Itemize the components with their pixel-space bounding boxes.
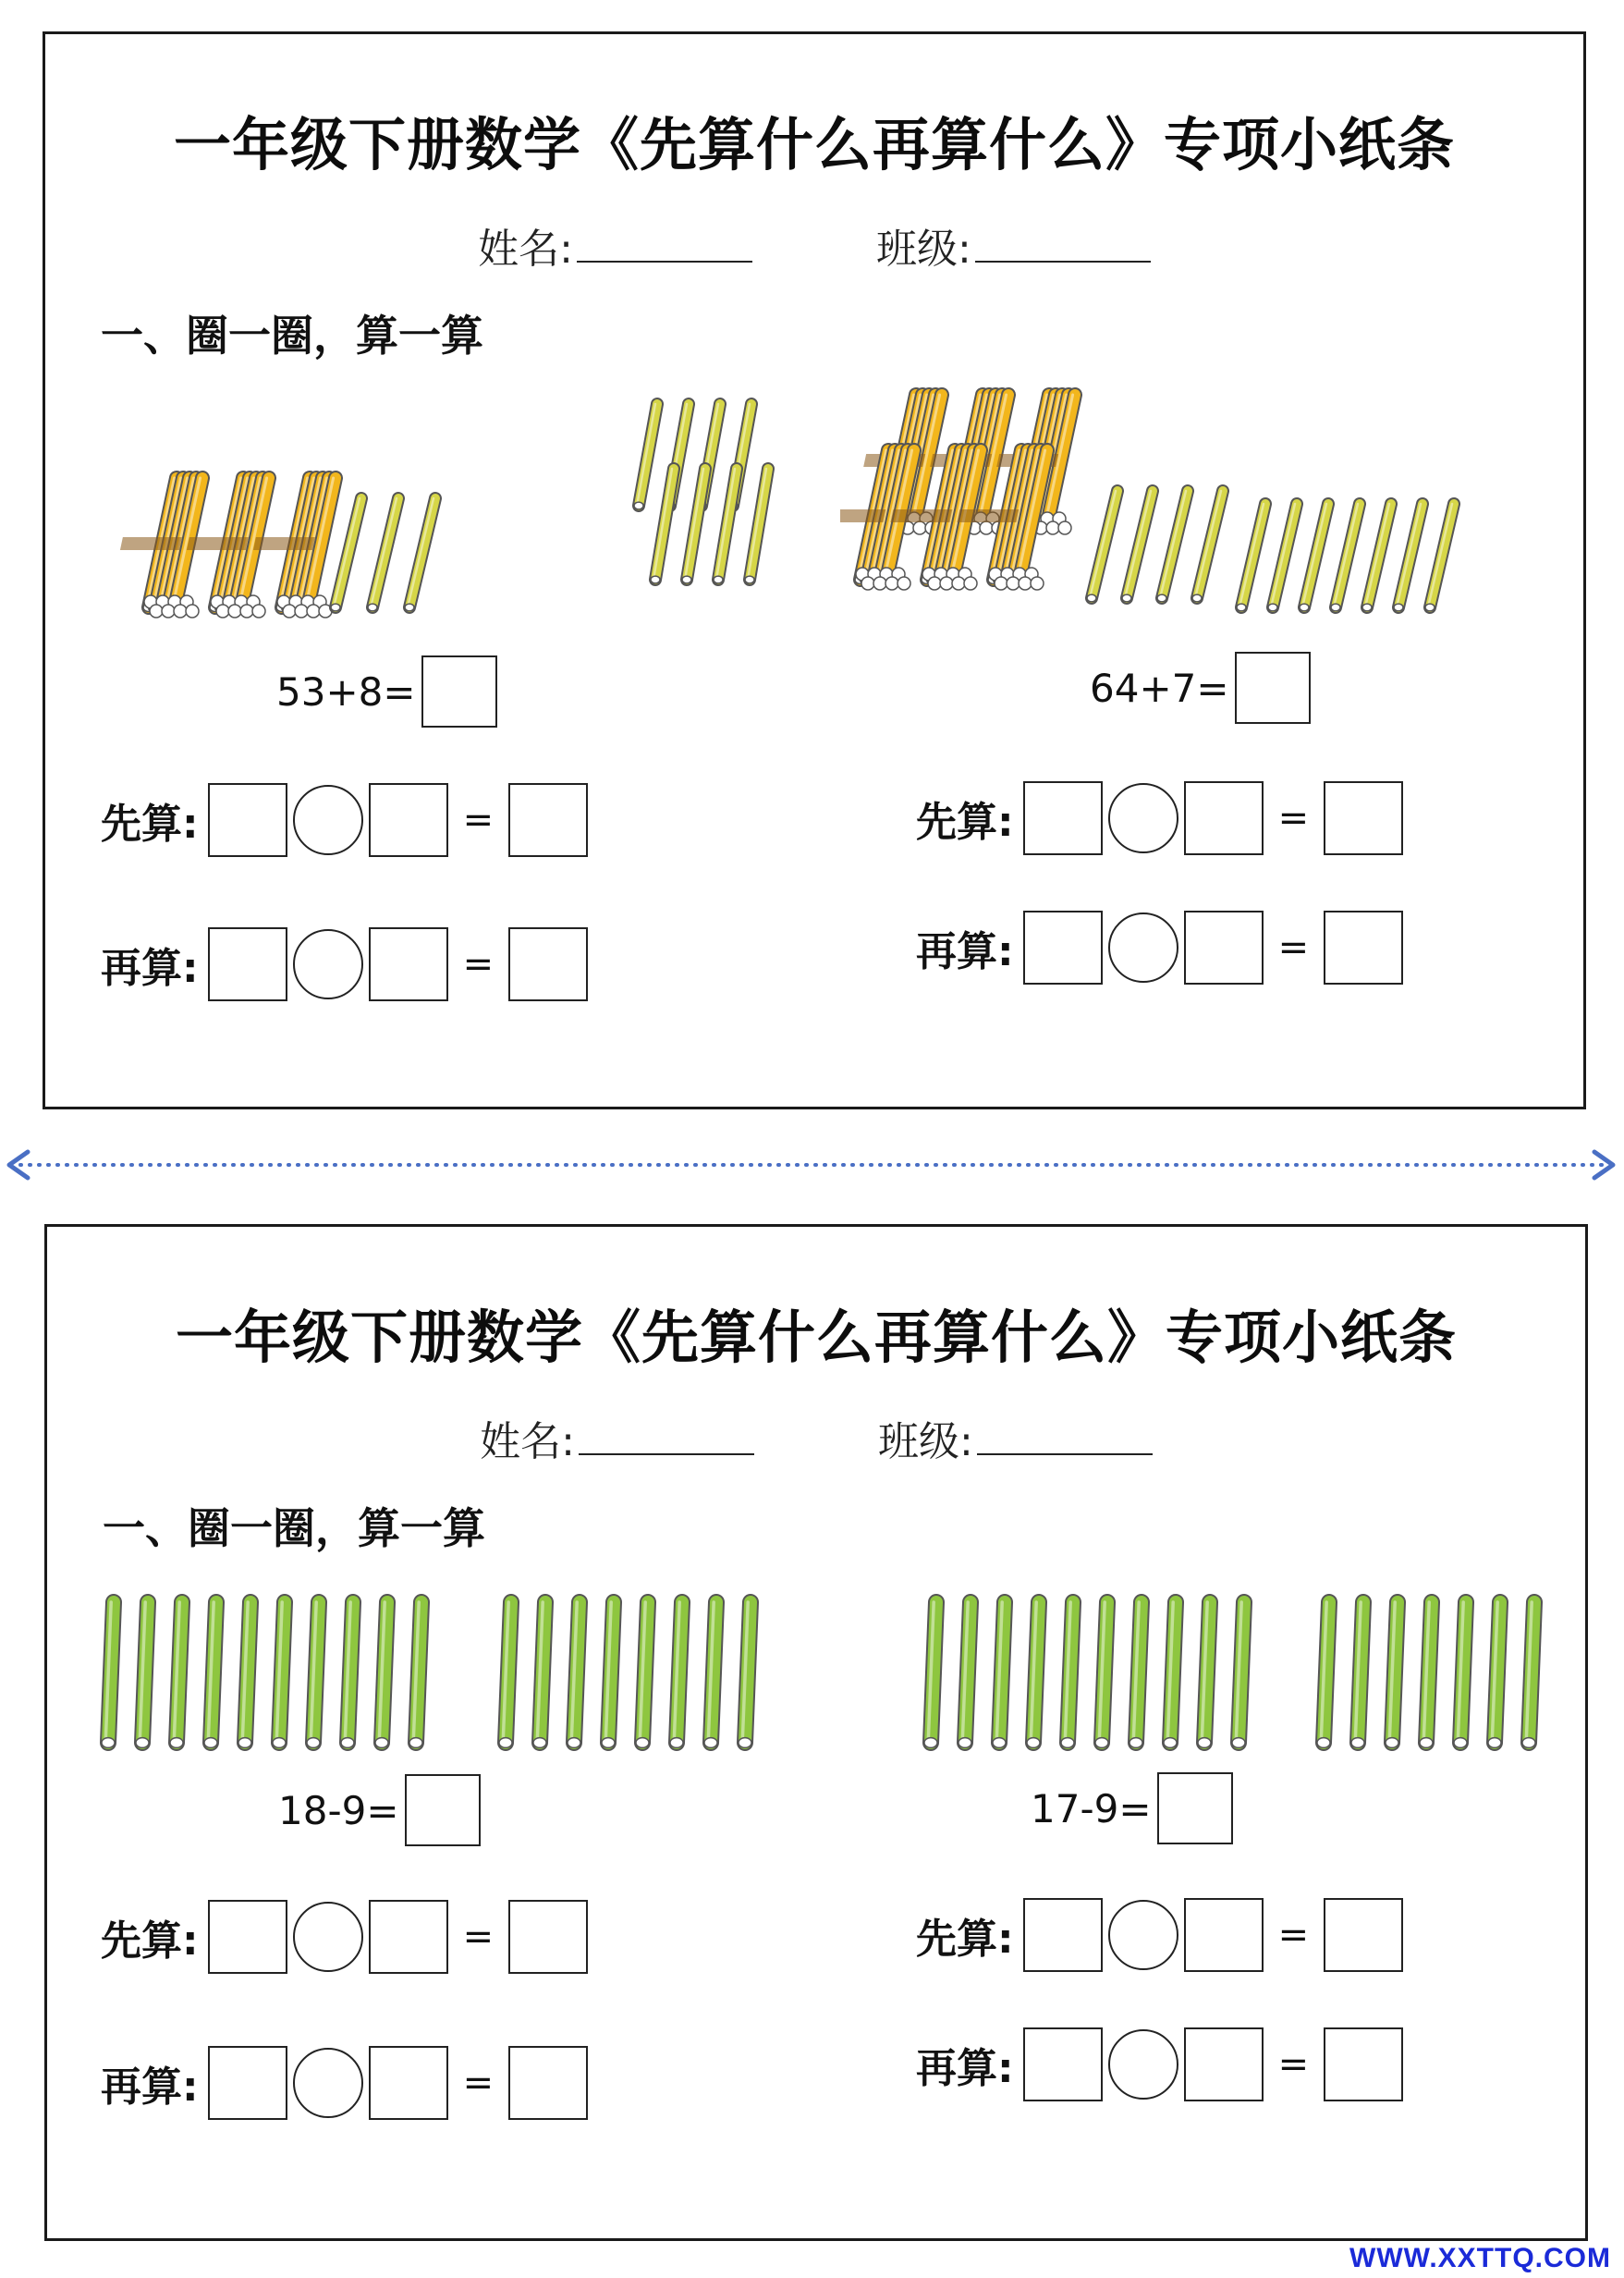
problem-1-then-step	[101, 2046, 588, 2120]
equals-sign: =	[462, 1916, 495, 1958]
loose-stick	[1331, 504, 1360, 611]
operator-circle[interactable]	[1108, 912, 1178, 983]
worksheet-top	[43, 31, 1586, 1109]
equals-sign: =	[462, 2062, 495, 2104]
problem-2-first-step	[916, 781, 1403, 855]
section-heading: 一、圈一圈，算一算	[101, 311, 483, 361]
sticks-figure-8	[491, 1587, 768, 1754]
site-watermark: WWW.XXTTQ.COM	[1349, 2243, 1611, 2273]
operand-box[interactable]	[208, 927, 287, 1001]
loose-stick	[170, 1602, 183, 1747]
result-box[interactable]	[508, 1900, 588, 1974]
loose-stick	[651, 469, 674, 583]
loose-stick	[1237, 504, 1265, 611]
operand-box[interactable]	[1023, 2027, 1103, 2101]
operand-box[interactable]	[208, 783, 287, 857]
operand-box[interactable]	[208, 1900, 287, 1974]
worksheet-title: 一年级下册数学《先算什么再算什么》专项小纸条	[175, 1304, 1457, 1371]
then-step-label: 再算:	[101, 945, 199, 992]
result-box[interactable]	[1324, 911, 1403, 985]
loose-stick	[959, 1602, 971, 1747]
loose-stick	[1027, 1602, 1040, 1747]
name-field[interactable]	[577, 220, 752, 263]
equals-sign: =	[1277, 797, 1310, 839]
loose-stick	[1522, 1602, 1535, 1747]
problem-1-first-step	[101, 783, 588, 857]
operand-box[interactable]	[1184, 911, 1264, 985]
loose-stick	[341, 1602, 354, 1747]
operand-box[interactable]	[1023, 911, 1103, 985]
operand-box[interactable]	[1023, 1898, 1103, 1972]
loose-stick	[331, 498, 361, 611]
loose-stick	[533, 1602, 546, 1747]
operator-circle[interactable]	[293, 785, 363, 855]
operand-box[interactable]	[369, 927, 448, 1001]
class-field[interactable]	[975, 220, 1151, 263]
loose-stick	[704, 1602, 717, 1747]
equals-sign: =	[462, 943, 495, 986]
loose-stick	[409, 1602, 422, 1747]
problem-1-then-step	[101, 927, 588, 1001]
loose-stick	[204, 1602, 217, 1747]
class-label: 班级:	[878, 1418, 973, 1465]
loose-stick	[924, 1602, 937, 1747]
first-step-label: 先算:	[101, 801, 199, 848]
equals-sign: =	[462, 799, 495, 841]
loose-stick	[1192, 491, 1223, 602]
first-step-label: 先算:	[916, 1916, 1014, 1963]
loose-stick	[1454, 1602, 1467, 1747]
loose-stick	[307, 1602, 320, 1747]
problem-1-first-step	[101, 1900, 588, 1974]
result-box[interactable]	[1324, 781, 1403, 855]
expression-text: 18-9=	[278, 1787, 399, 1833]
operator-circle[interactable]	[293, 1902, 363, 1972]
operator-circle[interactable]	[1108, 2029, 1178, 2100]
sticks-figure-8	[618, 386, 803, 607]
expression-text: 53+8=	[276, 668, 416, 715]
operator-circle[interactable]	[1108, 783, 1178, 853]
name-class-row	[47, 1408, 1585, 1467]
loose-stick	[602, 1602, 615, 1747]
result-box[interactable]	[1324, 2027, 1403, 2101]
loose-stick	[1232, 1602, 1245, 1747]
problem-2-expression	[1090, 652, 1311, 724]
name-field[interactable]	[579, 1413, 754, 1455]
loose-stick	[745, 469, 768, 583]
loose-stick	[1061, 1602, 1074, 1747]
expression-text: 17-9=	[1031, 1785, 1152, 1831]
loose-stick	[1087, 491, 1117, 602]
sticks-figure-53	[119, 441, 526, 626]
answer-box[interactable]	[421, 655, 497, 728]
loose-stick	[739, 1602, 751, 1747]
name-label: 姓名:	[478, 226, 573, 273]
operator-circle[interactable]	[293, 929, 363, 999]
sticks-figure-10	[916, 1587, 1267, 1754]
operand-box[interactable]	[1023, 781, 1103, 855]
loose-stick	[1394, 504, 1423, 611]
equals-sign: =	[1277, 2043, 1310, 2086]
loose-stick	[682, 469, 705, 583]
sticks-figure-7	[1309, 1587, 1568, 1754]
loose-stick	[405, 498, 435, 611]
operand-box[interactable]	[1184, 2027, 1264, 2101]
cut-line-divider	[0, 1143, 1624, 1187]
loose-stick	[1425, 504, 1454, 611]
then-step-label: 再算:	[916, 2045, 1014, 2092]
class-field[interactable]	[977, 1413, 1153, 1455]
loose-stick	[1129, 1602, 1142, 1747]
loose-stick	[1122, 491, 1153, 602]
section-heading: 一、圈一圈，算一算	[103, 1503, 485, 1553]
problem-1-expression	[276, 655, 497, 728]
operator-circle[interactable]	[1108, 1900, 1178, 1970]
loose-stick	[1386, 1602, 1398, 1747]
loose-stick	[636, 1602, 649, 1747]
expression-text: 64+7=	[1090, 665, 1229, 711]
name-label: 姓名:	[480, 1418, 575, 1465]
loose-stick	[1268, 504, 1297, 611]
loose-stick	[1351, 1602, 1364, 1747]
loose-stick	[1164, 1602, 1177, 1747]
loose-stick	[670, 1602, 683, 1747]
loose-stick	[238, 1602, 251, 1747]
result-box[interactable]	[1324, 1898, 1403, 1972]
loose-stick	[1095, 1602, 1108, 1747]
loose-stick	[273, 1602, 286, 1747]
result-box[interactable]	[508, 2046, 588, 2120]
operand-box[interactable]	[208, 2046, 287, 2120]
loose-stick	[1488, 1602, 1501, 1747]
worksheet-title: 一年级下册数学《先算什么再算什么》专项小纸条	[173, 111, 1455, 178]
loose-stick	[136, 1602, 149, 1747]
first-step-label: 先算:	[916, 799, 1014, 846]
first-step-label: 先算:	[101, 1917, 199, 1965]
problem-2-expression	[1031, 1772, 1233, 1844]
operand-box[interactable]	[1184, 1898, 1264, 1972]
then-step-label: 再算:	[101, 2064, 199, 2111]
result-box[interactable]	[508, 783, 588, 857]
problem-2-then-step	[916, 911, 1403, 985]
answer-box[interactable]	[1157, 1772, 1233, 1844]
loose-stick	[102, 1602, 115, 1747]
sticks-figure-7	[1228, 459, 1496, 617]
answer-box[interactable]	[405, 1774, 481, 1846]
worksheet-bottom	[44, 1224, 1588, 2241]
loose-stick	[714, 469, 737, 583]
problem-2-first-step	[916, 1898, 1403, 1972]
loose-stick	[993, 1602, 1006, 1747]
loose-stick	[368, 498, 398, 611]
operand-box[interactable]	[1184, 781, 1264, 855]
class-label: 班级:	[876, 226, 971, 273]
loose-stick	[1300, 504, 1328, 611]
sticks-figure-10	[93, 1587, 445, 1754]
operand-box[interactable]	[369, 1900, 448, 1974]
result-box[interactable]	[508, 927, 588, 1001]
problem-2-then-step	[916, 2027, 1403, 2101]
operator-circle[interactable]	[293, 2048, 363, 2118]
problem-1-expression	[278, 1774, 481, 1846]
operand-box[interactable]	[369, 2046, 448, 2120]
sticks-figure-64	[840, 376, 1247, 617]
equals-sign: =	[1277, 926, 1310, 969]
loose-stick	[634, 404, 657, 509]
loose-stick	[1157, 491, 1188, 602]
loose-stick	[1198, 1602, 1211, 1747]
then-step-label: 再算:	[916, 928, 1014, 975]
loose-stick	[375, 1602, 388, 1747]
operand-box[interactable]	[369, 783, 448, 857]
answer-box[interactable]	[1235, 652, 1311, 724]
loose-stick	[499, 1602, 512, 1747]
equals-sign: =	[1277, 1914, 1310, 1956]
loose-stick	[1317, 1602, 1330, 1747]
name-class-row	[45, 215, 1583, 275]
loose-stick	[568, 1602, 580, 1747]
loose-stick	[1362, 504, 1391, 611]
loose-stick	[1420, 1602, 1433, 1747]
